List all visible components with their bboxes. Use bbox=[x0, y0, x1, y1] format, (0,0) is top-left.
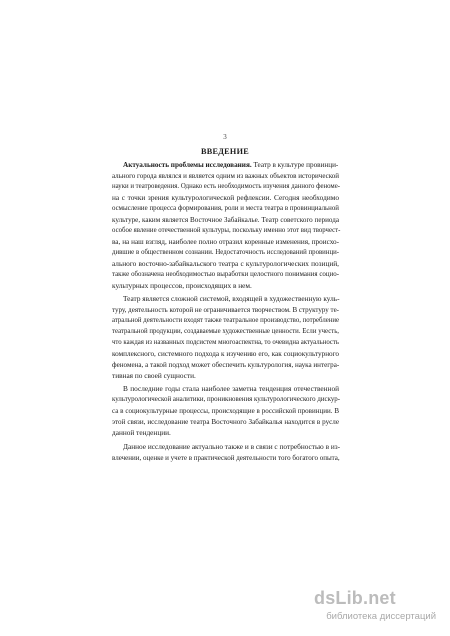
paragraph-1-line: осмысление процесса формирования, роли и места театра в провинциальной bbox=[112, 205, 339, 212]
paragraph-4-line: Данное исследование актуально также и в связи с потребностью в из- bbox=[123, 442, 341, 451]
paragraph-2-line: театральной продукции, создаваемые художественные ценности. Если учесть, bbox=[112, 328, 339, 335]
paragraph-1-line: культурных процессов, происходящих в нем. bbox=[112, 281, 252, 290]
paragraph-1-line: культуре, каким является Восточное Забайкалье. Театр советского периода bbox=[112, 216, 339, 224]
watermark-sub: библиотека диссертаций bbox=[326, 611, 436, 622]
paragraph-1-lead-rest: Театр в культуре провинци- bbox=[251, 161, 339, 169]
paragraph-3-line: В последние годы стала наиболее заметна тенденция отечественной bbox=[123, 384, 339, 393]
page-number: 3 bbox=[223, 133, 227, 141]
paragraph-1-line: науки и театроведения. Однако есть необходимость изучения данного феноме- bbox=[112, 183, 341, 190]
paragraph-2-line: феномена, а такой подход может обеспечить культурология, наука интегра- bbox=[112, 361, 340, 369]
paragraph-2-line: туру, деятельность которой не ограничивается творчеством. В структуру те- bbox=[112, 306, 340, 314]
paragraph-4-line: влечении, оценке и учете в практической деятельности того богатого опыта, bbox=[112, 454, 340, 462]
paragraph-1-line: на с точки зрения культурологической рефлексии. Сегодня необходимо bbox=[112, 193, 339, 202]
paragraph-2-line: тивная по своей сущности. bbox=[112, 371, 196, 380]
paragraph-1-line: ва, на наш взгляд, наиболее полно отразил коренные изменения, происхо- bbox=[112, 238, 339, 246]
paragraph-1-line: ального города являлся и является одним из важных объектов исторической bbox=[112, 172, 340, 180]
section-heading: ВВЕДЕНИЕ bbox=[200, 147, 250, 156]
paragraph-1-line: ального восточно-забайкальского театра с культурологических позиций, bbox=[112, 259, 339, 268]
paragraph-3-line: са в социокультурные процессы, происходящие в российской провинции. В bbox=[112, 407, 339, 415]
paragraph-1-line: дившие в общественном сознании. Недостаточность исследований провинци- bbox=[112, 249, 339, 256]
paragraph-2-line: Театр является сложной системой, входящей в художественную куль- bbox=[123, 294, 340, 303]
paragraph-3-line: культурологической аналитики, проникновения культурологического дискур- bbox=[112, 396, 341, 403]
paragraph-2-line: атральной деятельности входят также театральное производство, потребление bbox=[112, 317, 340, 324]
paragraph-2-line: комплексного, системного подхода к изучению его, как социокультурного bbox=[112, 350, 339, 358]
paragraph-1-line: также обозначена необходимостью выработки целостного понимания социо- bbox=[112, 271, 339, 278]
watermark-main: dsLib.net bbox=[314, 588, 396, 608]
paragraph-3-line: данной тенденции. bbox=[112, 428, 171, 437]
paragraph-1-line: особое явление отечественной культуры, поскольку именно этот вид творчест- bbox=[112, 227, 341, 234]
paragraph-1-line-1 bbox=[123, 160, 339, 170]
watermark-logo bbox=[306, 588, 436, 628]
paragraph-3-line: этой связи, исследование театра Восточного Забайкалья находится в русле bbox=[112, 418, 339, 426]
paragraph-1-lead: Актуальность проблемы исследования. bbox=[123, 161, 252, 169]
paragraph-2-line: что каждая из названных подсистем многоаспектна, то очевидна актуальность bbox=[112, 339, 339, 346]
